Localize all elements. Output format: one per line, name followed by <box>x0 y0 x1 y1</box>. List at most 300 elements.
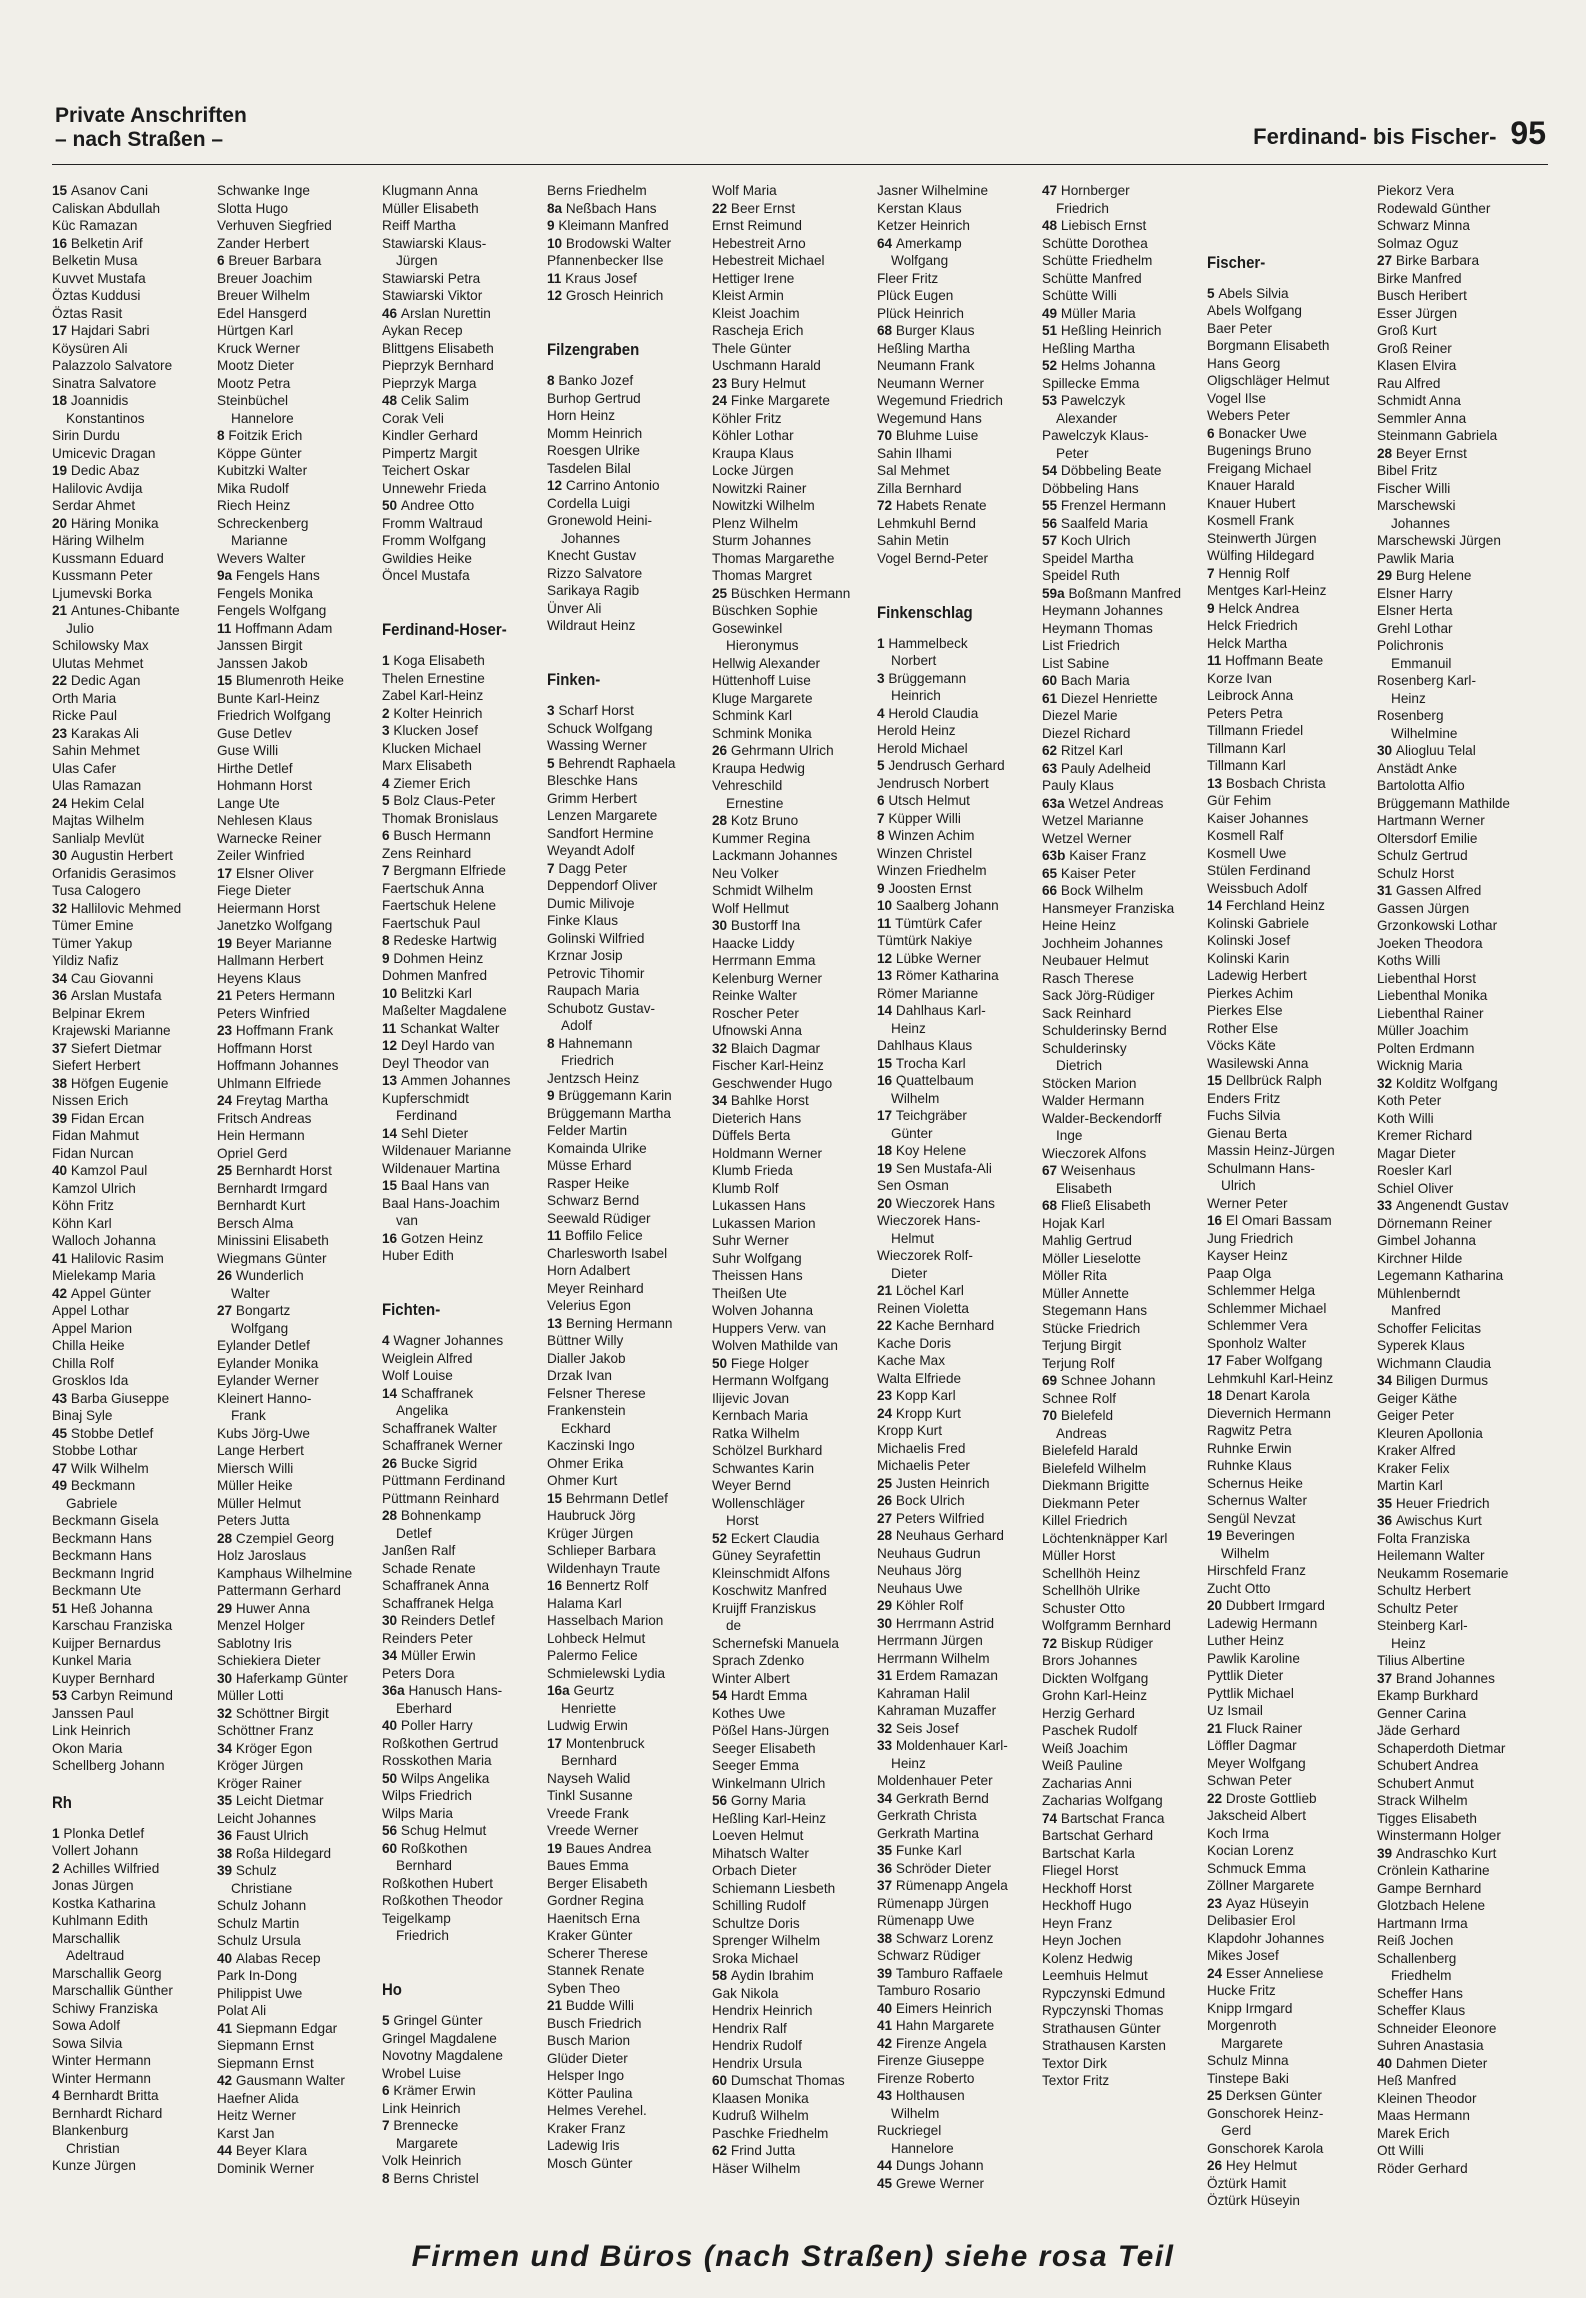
resident-entry: 8 Banko Jozef <box>547 373 634 388</box>
resident-entry: Schneider Eleonore <box>1377 2020 1497 2036</box>
resident-entry: 29 Burg Helene <box>1377 568 1472 583</box>
resident-entry: 37 Rümenapp Angela <box>877 1878 1008 1893</box>
resident-entry: Sengül Nevzat <box>1207 1510 1296 1526</box>
resident-entry: Teigelkamp <box>382 1910 451 1926</box>
resident-entry: 61 Diezel Henriette <box>1042 690 1158 706</box>
resident-entry: 54 Döbbeling Beate <box>1042 463 1162 478</box>
resident-entry: 27 Peters Wilfried <box>877 1510 985 1526</box>
resident-entry: Vöcks Käte <box>1207 1038 1276 1053</box>
resident-entry: 20 Häring Monika <box>52 515 159 531</box>
resident-entry: 40 Eimers Heinrich <box>877 2000 992 2016</box>
resident-entry: Schwarz Bernd <box>547 1193 640 1208</box>
resident-entry: Roßkothen Hubert <box>382 1875 494 1891</box>
resident-entry: Schütte Manfred <box>1042 270 1142 286</box>
resident-entry: Kleinen Theodor <box>1377 2090 1477 2106</box>
resident-entry: Polat Ali <box>217 2003 267 2018</box>
resident-entry: Grehl Lothar <box>1377 620 1453 636</box>
resident-entry: Neumann Werner <box>877 375 985 391</box>
resident-entry: 40 Alabas Recep <box>217 1950 321 1966</box>
resident-entry: de <box>726 1618 742 1633</box>
resident-entry: Schernus Walter <box>1207 1493 1307 1508</box>
resident-entry: Loeven Helmut <box>712 1828 804 1843</box>
resident-entry: Sahin Mehmet <box>52 743 140 758</box>
resident-entry: 14 Dahlhaus Karl- <box>877 1003 986 1018</box>
resident-entry: Schilowsky Max <box>52 638 149 653</box>
resident-entry: 52 Eckert Claudia <box>712 1530 820 1546</box>
resident-entry: Mika Rudolf <box>217 480 289 496</box>
resident-entry: Rypczynski Thomas <box>1042 2003 1164 2018</box>
resident-entry: Weiglein Alfred <box>382 1350 473 1366</box>
resident-entry: Pattermann Gerhard <box>217 1583 341 1598</box>
resident-entry: 23 Karakas Ali <box>52 725 139 741</box>
resident-entry: Kussmann Eduard <box>52 550 164 566</box>
resident-entry: Orth Maria <box>52 690 117 706</box>
resident-entry: Günter <box>891 1125 933 1141</box>
resident-entry: Manfred <box>1391 1303 1441 1318</box>
resident-entry: Küc Ramazan <box>52 218 138 233</box>
resident-entry: Kaczinski Ingo <box>547 1438 635 1453</box>
resident-entry: Dieter <box>891 1265 928 1281</box>
resident-entry: Stobbe Lothar <box>52 1443 138 1458</box>
resident-entry: Adolf <box>561 1018 592 1033</box>
resident-entry: Fromm Wolfgang <box>382 533 486 548</box>
resident-entry: Wicknig Maria <box>1377 1058 1463 1073</box>
resident-entry <box>382 585 542 603</box>
resident-entry: 21 Budde Willi <box>547 1998 634 2013</box>
resident-entry: Stegemann Hans <box>1042 1303 1148 1318</box>
resident-entry: Kolenz Hedwig <box>1042 1950 1133 1966</box>
resident-entry: Esser Jürgen <box>1377 305 1458 321</box>
resident-entry: Norbert <box>891 653 937 668</box>
resident-entry: Wolfgang <box>891 253 949 268</box>
resident-entry: Hebestreit Michael <box>712 253 825 268</box>
resident-entry: Kerstan Klaus <box>877 200 962 216</box>
resident-entry: Düffels Berta <box>712 1128 791 1143</box>
resident-entry: Dialler Jakob <box>547 1350 626 1366</box>
directory-columns <box>52 182 1548 2212</box>
resident-entry: Lehmkuhl Karl-Heinz <box>1207 1370 1334 1386</box>
resident-entry: Bleschke Hans <box>547 773 638 788</box>
resident-entry: 9 Helck Andrea <box>1207 600 1300 616</box>
resident-entry: Maas Hermann <box>1377 2108 1470 2123</box>
resident-entry: Köhn Karl <box>52 1215 112 1231</box>
resident-entry: Lange Herbert <box>217 1443 304 1458</box>
resident-entry: 1 Hammelbeck <box>877 635 968 651</box>
resident-entry: Krajewski Marianne <box>52 1023 171 1038</box>
resident-entry: Schuster Otto <box>1042 1600 1126 1616</box>
resident-entry: Riech Heinz <box>217 498 291 513</box>
resident-entry: Hendrix Heinrich <box>712 2003 813 2018</box>
resident-entry: Wolfgang <box>231 1320 289 1336</box>
resident-entry: 16 El Omari Bassam <box>1207 1213 1332 1228</box>
resident-entry: Weissbuch Adolf <box>1207 880 1308 896</box>
resident-entry: 63b Kaiser Franz <box>1042 848 1147 863</box>
resident-entry: Schlemmer Helga <box>1207 1283 1316 1298</box>
resident-entry: 50 Wilps Angelika <box>382 1770 490 1786</box>
resident-entry: 35 Funke Karl <box>877 1843 962 1858</box>
resident-entry: Sowa Adolf <box>52 2018 121 2033</box>
resident-entry: Vreede Werner <box>547 1823 639 1838</box>
resident-entry: 59a Boßmann Manfred <box>1042 585 1182 601</box>
resident-entry: Horst <box>726 1513 759 1528</box>
resident-entry: Berger Elisabeth <box>547 1875 648 1891</box>
resident-entry: Schmink Monika <box>712 725 812 741</box>
resident-entry: Kraker Günter <box>547 1928 633 1943</box>
footer-note: Firmen und Büros (nach Straßen) siehe rosa Teil <box>411 2240 1175 2273</box>
directory-column <box>877 182 1037 2192</box>
resident-entry: Lukassen Hans <box>712 1198 806 1213</box>
resident-entry: 5 Jendrusch Gerhard <box>877 758 1005 773</box>
resident-entry: Roßkothen Theodor <box>382 1893 503 1908</box>
resident-entry: Kremer Richard <box>1377 1128 1473 1143</box>
street-range: Ferdinand- bis Fischer- <box>1253 124 1497 149</box>
resident-entry: Gwildies Heike <box>382 550 472 566</box>
resident-entry: Strack Wilhelm <box>1377 1793 1468 1808</box>
resident-entry: Wegemund Friedrich <box>877 393 1003 408</box>
resident-entry: Julio <box>66 620 94 636</box>
resident-entry: Ludwig Erwin <box>547 1718 628 1733</box>
resident-entry: 9a Fengels Hans <box>217 568 320 583</box>
resident-entry: Schiel Oliver <box>1377 1180 1454 1196</box>
resident-entry: Helck Martha <box>1207 635 1288 651</box>
resident-entry: Wolf Hellmut <box>712 900 789 916</box>
resident-entry: Vollert Johann <box>52 1843 139 1858</box>
resident-entry: List Friedrich <box>1042 638 1120 653</box>
resident-entry: Edel Hansgerd <box>217 305 307 321</box>
resident-entry: Freigang Michael <box>1207 460 1312 476</box>
resident-entry: Charlesworth Isabel <box>547 1245 668 1261</box>
resident-entry: 32 Kolditz Wolfgang <box>1377 1075 1498 1091</box>
resident-entry: Kamzol Ulrich <box>52 1180 136 1196</box>
resident-entry: Kröger Rainer <box>217 1775 302 1791</box>
resident-entry: Heinz <box>1391 1635 1426 1651</box>
resident-entry: 11 Boffilo Felice <box>547 1228 643 1243</box>
resident-entry: Schulderinsky <box>1042 1040 1127 1056</box>
resident-entry: Beckmann Gisela <box>52 1513 159 1528</box>
resident-entry: 8a Neßbach Hans <box>547 200 657 216</box>
resident-entry: Dickten Wolfgang <box>1042 1670 1149 1686</box>
resident-entry: 18 Koy Helene <box>877 1143 967 1158</box>
resident-entry: 11 Schankat Walter <box>382 1020 500 1036</box>
resident-entry: Hartmann Irma <box>1377 1915 1468 1931</box>
resident-entry: 24 Hekim Celal <box>52 795 145 811</box>
resident-entry: Plenz Wilhelm <box>712 515 799 531</box>
resident-entry: Angelika <box>396 1403 449 1418</box>
resident-entry: 16a Geurtz <box>547 1683 615 1698</box>
resident-entry: 34 Kröger Egon <box>217 1740 313 1756</box>
resident-entry: Wilhelm <box>891 2105 940 2121</box>
resident-entry: 40 Poller Harry <box>382 1718 473 1733</box>
resident-entry: Massin Heinz-Jürgen <box>1207 1143 1335 1158</box>
resident-entry: Kelenburg Werner <box>712 970 823 986</box>
resident-entry: Horn Adalbert <box>547 1263 631 1278</box>
directory-column <box>1207 182 1367 2210</box>
resident-entry: 34 Bahlke Horst <box>712 1093 809 1108</box>
resident-entry: Sinatra Salvatore <box>52 375 157 391</box>
resident-entry: Fromm Waltraud <box>382 515 483 531</box>
resident-entry: Plück Eugen <box>877 288 954 303</box>
resident-entry: 13 Bosbach Christa <box>1207 775 1326 791</box>
resident-entry: Heinrich <box>891 688 941 703</box>
resident-entry: 4 Herold Claudia <box>877 705 979 721</box>
resident-entry: Hannelore <box>231 410 294 426</box>
resident-entry: 21 Antunes-Chibante <box>52 603 180 618</box>
resident-entry: 62 Frind Jutta <box>712 2143 796 2158</box>
resident-entry: Hieronymus <box>726 638 799 653</box>
resident-entry: Ratka Wilhelm <box>712 1425 800 1441</box>
resident-entry: Appel Lothar <box>52 1303 130 1318</box>
resident-entry: 65 Kaiser Peter <box>1042 865 1136 881</box>
resident-entry: Krüger Jürgen <box>547 1525 634 1541</box>
resident-entry: 6 Bonacker Uwe <box>1207 425 1307 441</box>
resident-entry: Andreas <box>1056 1425 1107 1441</box>
resident-entry: Püttmann Ferdinand <box>382 1473 506 1488</box>
resident-entry: Kahraman Muzaffer <box>877 1703 997 1718</box>
resident-entry: Ruckriegel <box>877 2123 942 2138</box>
resident-entry: Maßelter Magdalene <box>382 1003 507 1018</box>
resident-entry: 16 Quattelbaum <box>877 1073 974 1088</box>
resident-entry: Hürtgen Karl <box>217 323 294 338</box>
resident-entry: Tümer Yakup <box>52 935 133 951</box>
resident-entry: Wevers Walter <box>217 550 306 566</box>
resident-entry: Wieczorek Rolf- <box>877 1248 973 1263</box>
resident-entry: 16 Gotzen Heinz <box>382 1230 484 1246</box>
resident-entry: 62 Ritzel Karl <box>1042 743 1123 758</box>
resident-entry: 15 Behrmann Detlef <box>547 1490 668 1506</box>
resident-entry: 34 Gerkrath Bernd <box>877 1790 989 1806</box>
resident-entry: Breuer Joachim <box>217 270 313 286</box>
resident-entry: Marschallik Günther <box>52 1983 173 1998</box>
resident-entry: Abels Wolfgang <box>1207 303 1302 318</box>
resident-entry: Speidel Ruth <box>1042 568 1120 583</box>
resident-entry: Pimpertz Margit <box>382 445 478 461</box>
resident-entry: Piekorz Vera <box>1377 183 1455 198</box>
resident-entry: Kosmell Uwe <box>1207 845 1287 861</box>
resident-entry: Wolf Louise <box>382 1368 453 1383</box>
resident-entry: 5 Gringel Günter <box>382 2013 483 2028</box>
resident-entry: Werner Peter <box>1207 1195 1288 1211</box>
resident-entry: Fischer Karl-Heinz <box>712 1058 824 1073</box>
resident-entry: Schulz Minna <box>1207 2053 1289 2068</box>
resident-entry: Ernestine <box>726 795 784 811</box>
resident-entry: Suhr Wolfgang <box>712 1250 802 1266</box>
resident-entry: 50 Andree Otto <box>382 498 475 513</box>
resident-entry: 19 Baues Andrea <box>547 1840 652 1856</box>
resident-entry: Genner Carina <box>1377 1705 1467 1721</box>
resident-entry: 60 Dumschat Thomas <box>712 2073 845 2088</box>
resident-entry: Bernhardt Irmgard <box>217 1180 328 1196</box>
resident-entry: Kostka Katharina <box>52 1895 156 1911</box>
resident-entry: Huber Edith <box>382 1248 454 1263</box>
resident-entry: Sack Jörg-Rüdiger <box>1042 988 1155 1003</box>
resident-entry: Grimm Herbert <box>547 790 637 806</box>
resident-entry: Terjung Birgit <box>1042 1338 1122 1353</box>
resident-entry: 13 Berning Hermann <box>547 1315 673 1331</box>
resident-entry: Kunze Jürgen <box>52 2158 136 2173</box>
directory-column <box>52 182 212 2175</box>
resident-entry: Müsse Erhard <box>547 1158 632 1173</box>
resident-entry: Heyn Jochen <box>1042 1933 1122 1948</box>
resident-entry: Scherer Therese <box>547 1945 648 1961</box>
resident-entry: Herrmann Jürgen <box>877 1633 983 1648</box>
resident-entry: Seeger Elisabeth <box>712 1740 816 1756</box>
resident-entry: Bernhard <box>396 1858 452 1873</box>
resident-entry: Grohn Karl-Heinz <box>1042 1688 1148 1703</box>
resident-entry: 8 Berns Christel <box>382 2170 479 2186</box>
resident-entry: Koths Willi <box>1377 953 1441 968</box>
resident-entry: Rascheja Erich <box>712 323 804 338</box>
resident-entry: 52 Helms Johanna <box>1042 358 1156 373</box>
resident-entry: Wilhelm <box>891 1090 940 1106</box>
resident-entry: Köppe Günter <box>217 445 302 461</box>
resident-entry: 36 Awischus Kurt <box>1377 1513 1482 1528</box>
resident-entry: Wiegmans Günter <box>217 1250 327 1266</box>
resident-entry: 44 Dungs Johann <box>877 2158 984 2173</box>
resident-entry: Nowitzki Wilhelm <box>712 498 815 513</box>
resident-entry: 4 Ziemer Erich <box>382 775 471 791</box>
resident-entry: Eberhard <box>396 1700 452 1716</box>
resident-entry: Öztürk Hamit <box>1207 2175 1287 2191</box>
resident-entry: Oltersdorf Emilie <box>1377 830 1478 846</box>
resident-entry: 11 Kraus Josef <box>547 270 637 286</box>
resident-entry: Ulas Cafer <box>52 760 117 776</box>
resident-entry: 49 Müller Maria <box>1042 305 1136 321</box>
resident-entry: Bugenings Bruno <box>1207 443 1312 458</box>
resident-entry: Zens Reinhard <box>382 845 472 861</box>
resident-entry: Golinski Wilfried <box>547 930 645 946</box>
resident-entry: 38 Höfgen Eugenie <box>52 1075 169 1091</box>
resident-entry: Nowitzki Rainer <box>712 480 807 496</box>
resident-entry: 35 Heuer Friedrich <box>1377 1495 1490 1511</box>
resident-entry: Textor Fritz <box>1042 2073 1110 2088</box>
resident-entry: Theißen Ute <box>712 1285 787 1301</box>
resident-entry: Schaffranek Anna <box>382 1578 490 1593</box>
resident-entry: Henriette <box>561 1700 617 1716</box>
resident-entry: Drzak Ivan <box>547 1368 612 1383</box>
resident-entry: Park In-Dong <box>217 1968 298 1983</box>
resident-entry: 72 Habets Renate <box>877 498 987 513</box>
resident-entry: Deppendorf Oliver <box>547 878 658 893</box>
resident-entry: Weyer Bernd <box>712 1478 792 1493</box>
resident-entry: Martin Karl <box>1377 1478 1443 1493</box>
resident-entry: 40 Kamzol Paul <box>52 1163 148 1178</box>
resident-entry: Sahin Ilhami <box>877 445 952 461</box>
resident-entry: Mühlenberndt <box>1377 1285 1461 1301</box>
resident-entry: 24 Kropp Kurt <box>877 1405 961 1421</box>
resident-entry: Cordella Luigi <box>547 495 631 511</box>
resident-entry: Stawiarski Petra <box>382 270 481 286</box>
resident-entry: Kuvvet Mustafa <box>52 270 146 286</box>
resident-entry: 14 Sehl Dieter <box>382 1125 469 1141</box>
resident-entry: 36a Hanusch Hans- <box>382 1683 503 1698</box>
resident-entry: Lehmkuhl Bernd <box>877 515 976 531</box>
resident-entry: 28 Beyer Ernst <box>1377 445 1467 461</box>
resident-entry: Mielekamp Maria <box>52 1268 156 1283</box>
resident-entry: Jendrusch Norbert <box>877 775 989 791</box>
resident-entry: Kruijff Franziskus <box>712 1600 816 1616</box>
resident-entry: Palazzolo Salvatore <box>52 358 173 373</box>
resident-entry: Gordner Regina <box>547 1893 644 1908</box>
resident-entry: Ljumevski Borka <box>52 585 152 601</box>
resident-entry: 21 Fluck Rainer <box>1207 1720 1303 1736</box>
resident-entry: Konstantinos <box>66 410 145 426</box>
resident-entry: Legemann Katharina <box>1377 1268 1504 1283</box>
resident-entry: Syperek Klaus <box>1377 1338 1465 1353</box>
resident-entry: 22 Droste Gottlieb <box>1207 1790 1317 1806</box>
resident-entry: 8 Hahnemann <box>547 1035 633 1051</box>
resident-entry: Pawlik Maria <box>1377 550 1455 566</box>
resident-entry: Winzen Friedhelm <box>877 863 987 878</box>
resident-entry: Janßen Ralf <box>382 1543 456 1558</box>
resident-entry: Schwan Peter <box>1207 1773 1292 1788</box>
resident-entry: Schulz Martin <box>217 1915 300 1931</box>
resident-entry: Hannelore <box>891 2140 954 2156</box>
resident-entry: 17 Montenbruck <box>547 1735 645 1751</box>
resident-entry: Döbbeling Hans <box>1042 480 1139 496</box>
resident-entry: 68 Burger Klaus <box>877 323 975 338</box>
resident-entry: Luther Heinz <box>1207 1633 1285 1648</box>
resident-entry: Liebenthal Horst <box>1377 970 1476 986</box>
resident-entry: Wolven Mathilde van <box>712 1338 838 1353</box>
resident-entry: Neuhaus Jörg <box>877 1563 962 1578</box>
resident-entry: 46 Arslan Nurettin <box>382 305 491 321</box>
resident-entry: Walder Hermann <box>1042 1093 1145 1108</box>
resident-entry: Momm Heinrich <box>547 425 643 441</box>
resident-entry: Peters Dora <box>382 1665 455 1681</box>
resident-entry: Theissen Hans <box>712 1268 803 1283</box>
resident-entry: Joeken Theodora <box>1377 935 1483 951</box>
resident-entry: 34 Müller Erwin <box>382 1648 476 1663</box>
resident-entry: Schultz Herbert <box>1377 1583 1471 1598</box>
resident-entry: 32 Schöttner Birgit <box>217 1705 329 1721</box>
resident-entry: 22 Kache Bernhard <box>877 1318 995 1333</box>
resident-entry: Strathausen Günter <box>1042 2020 1161 2036</box>
resident-entry: Roesler Karl <box>1377 1163 1452 1178</box>
resident-entry: Rümenapp Jürgen <box>877 1895 989 1911</box>
resident-entry: Tamburo Rosario <box>877 1983 981 1998</box>
resident-entry: Uschmann Harald <box>712 358 821 373</box>
resident-entry: Jung Friedrich <box>1207 1230 1294 1246</box>
resident-entry: 39 Tamburo Raffaele <box>877 1965 1003 1981</box>
resident-entry: Marschewski <box>1377 498 1456 513</box>
resident-entry: Lackmann Johannes <box>712 848 838 863</box>
resident-entry: Rümenapp Uwe <box>877 1913 975 1928</box>
resident-entry: 19 Dedic Abaz <box>52 463 140 478</box>
resident-entry: 19 Beveringen <box>1207 1528 1295 1543</box>
resident-entry: Marschallik <box>52 1930 120 1946</box>
resident-entry: 54 Hardt Emma <box>712 1688 808 1703</box>
resident-entry: Diezel Marie <box>1042 708 1118 723</box>
resident-entry: Knauer Harald <box>1207 478 1295 493</box>
resident-entry: 33 Moldenhauer Karl- <box>877 1738 1008 1753</box>
resident-entry: 21 Löchel Karl <box>877 1283 964 1298</box>
resident-entry: Sirin Durdu <box>52 428 120 443</box>
resident-entry: Schütte Willi <box>1042 288 1117 303</box>
resident-entry: 20 Wieczorek Hans <box>877 1195 995 1211</box>
resident-entry: Raupach Maria <box>547 983 640 998</box>
resident-entry: 9 Brüggemann Karin <box>547 1088 672 1103</box>
resident-entry: Zucht Otto <box>1207 1580 1271 1596</box>
resident-entry: Ladewig Hermann <box>1207 1615 1318 1631</box>
resident-entry: Jäde Gerhard <box>1377 1723 1461 1738</box>
resident-entry: Heinz <box>1391 690 1426 706</box>
resident-entry: Sowa Silvia <box>52 2035 123 2051</box>
resident-entry: Vreede Frank <box>547 1805 629 1821</box>
resident-entry: Ulutas Mehmet <box>52 655 144 671</box>
resident-entry: Halilovic Avdija <box>52 480 143 496</box>
resident-entry: Mootz Dieter <box>217 358 295 373</box>
resident-entry: Wolfgramm Bernhard <box>1042 1618 1171 1633</box>
